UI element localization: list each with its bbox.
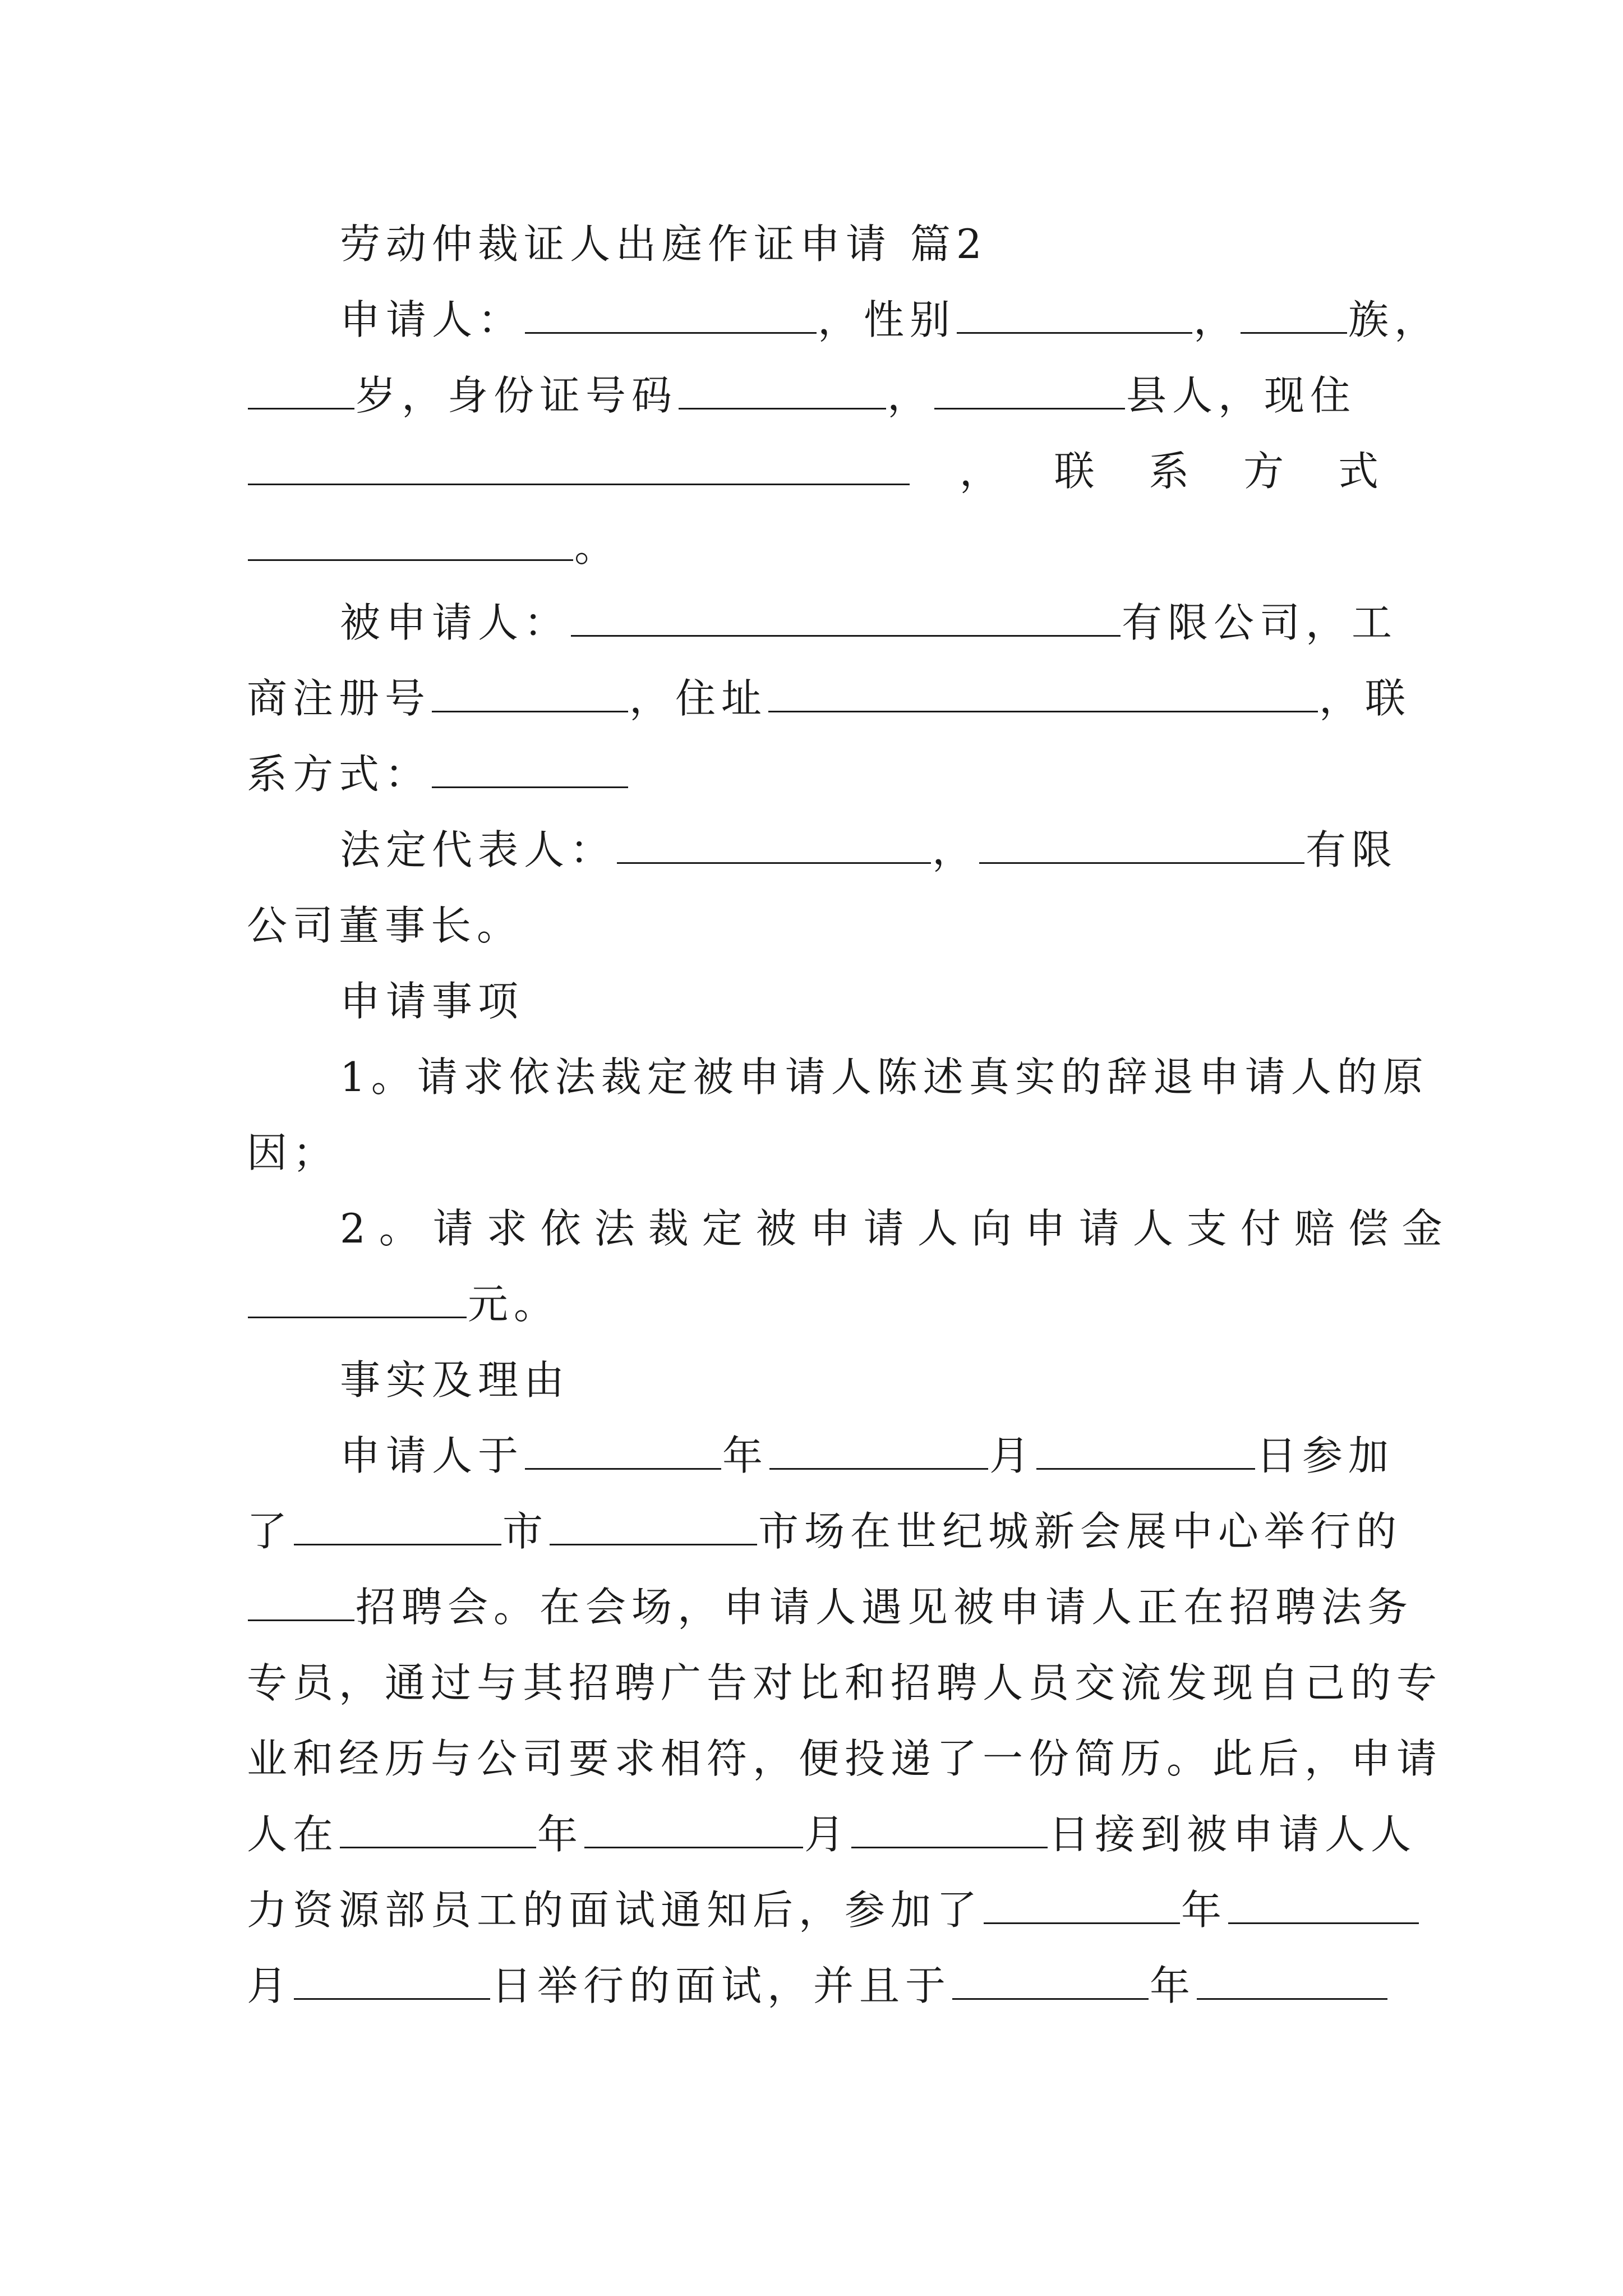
blank-legal-rep-company[interactable] bbox=[979, 823, 1304, 864]
claim-2-line-1: 2。请求依法裁定被申请人向申请人支付赔偿金 bbox=[340, 1205, 1456, 1252]
facts-line-1: 申请人于 年 月 日参加 bbox=[247, 1428, 1384, 1484]
applicant-line-2: 岁，身份证号码 ， 县人，现住 bbox=[247, 367, 1384, 424]
respondent-line-2: 商注册号 ，住址 ，联 bbox=[247, 670, 1384, 726]
blank-notice-year[interactable] bbox=[340, 1807, 536, 1848]
blank-fair-year[interactable] bbox=[525, 1429, 721, 1470]
facts-line-6: 人在 年 月 日接到被申请人人 bbox=[247, 1806, 1384, 1862]
blank-interview-month[interactable] bbox=[1228, 1883, 1419, 1924]
blank-gender[interactable] bbox=[957, 293, 1192, 334]
applicant-line-3: ， 联 系 方 式 bbox=[247, 443, 1384, 499]
facts-line-7: 力资源部员工的面试通知后，参加了 年 bbox=[247, 1882, 1384, 1938]
blank-respondent-contact[interactable] bbox=[432, 747, 628, 788]
blank-interview-day[interactable] bbox=[294, 1959, 490, 2000]
claim-1-line-2: 因； bbox=[247, 1129, 339, 1176]
blank-company[interactable] bbox=[571, 596, 1121, 637]
claims-heading: 申请事项 bbox=[340, 978, 524, 1025]
legal-rep-line-2: 公司董事长。 bbox=[247, 902, 523, 949]
facts-line-5: 业和经历与公司要求相符，便投递了一份简历。此后，申请 bbox=[247, 1735, 1443, 1782]
blank-fair-month[interactable] bbox=[769, 1429, 988, 1470]
blank-market[interactable] bbox=[550, 1504, 757, 1545]
blank-registration-number[interactable] bbox=[432, 671, 628, 712]
facts-line-2: 了 市 市场在世纪城新会展中心举行的 bbox=[247, 1503, 1384, 1559]
applicant-line-4: 。 bbox=[247, 519, 1384, 575]
facts-line-4: 专员，通过与其招聘广告对比和招聘人员交流发现自己的专 bbox=[247, 1659, 1443, 1706]
blank-fair-day[interactable] bbox=[1036, 1429, 1255, 1470]
claim-1-line-1: 1。请求依法裁定被申请人陈述真实的辞退申请人的原 bbox=[340, 1053, 1429, 1101]
applicant-line-1: 申请人： ，性别 ， 族， bbox=[247, 292, 1384, 348]
blank-id-number[interactable] bbox=[679, 369, 886, 409]
blank-later-year[interactable] bbox=[952, 1959, 1149, 2000]
facts-line-3: 招聘会。在会场，申请人遇见被申请人正在招聘法务 bbox=[247, 1579, 1384, 1635]
document-title: 劳动仲裁证人出庭作证申请 篇2 bbox=[340, 220, 988, 268]
respondent-line-1: 被申请人： 有限公司，工 bbox=[247, 595, 1384, 651]
legal-rep-line-1: 法定代表人： ， 有限 bbox=[247, 822, 1384, 878]
blank-notice-day[interactable] bbox=[851, 1807, 1048, 1848]
blank-fair-name[interactable] bbox=[248, 1580, 354, 1621]
blank-age[interactable] bbox=[248, 369, 354, 409]
blank-later-month[interactable] bbox=[1197, 1959, 1387, 2000]
claim-2-line-2: 元。 bbox=[247, 1276, 1384, 1332]
blank-interview-year[interactable] bbox=[984, 1883, 1180, 1924]
blank-company-address[interactable] bbox=[768, 671, 1318, 712]
blank-ethnicity[interactable] bbox=[1241, 293, 1347, 334]
blank-compensation-amount[interactable] bbox=[248, 1277, 467, 1318]
blank-applicant-name[interactable] bbox=[525, 293, 817, 334]
respondent-line-3: 系方式： bbox=[247, 746, 1384, 802]
facts-heading: 事实及理由 bbox=[340, 1356, 570, 1404]
blank-notice-month[interactable] bbox=[584, 1807, 803, 1848]
blank-address[interactable] bbox=[248, 444, 910, 485]
blank-legal-rep-name[interactable] bbox=[617, 823, 931, 864]
blank-applicant-contact[interactable] bbox=[248, 520, 573, 561]
facts-line-8: 月 日举行的面试，并且于 年 bbox=[247, 1958, 1384, 2014]
blank-county[interactable] bbox=[934, 369, 1125, 409]
blank-city[interactable] bbox=[294, 1504, 501, 1545]
